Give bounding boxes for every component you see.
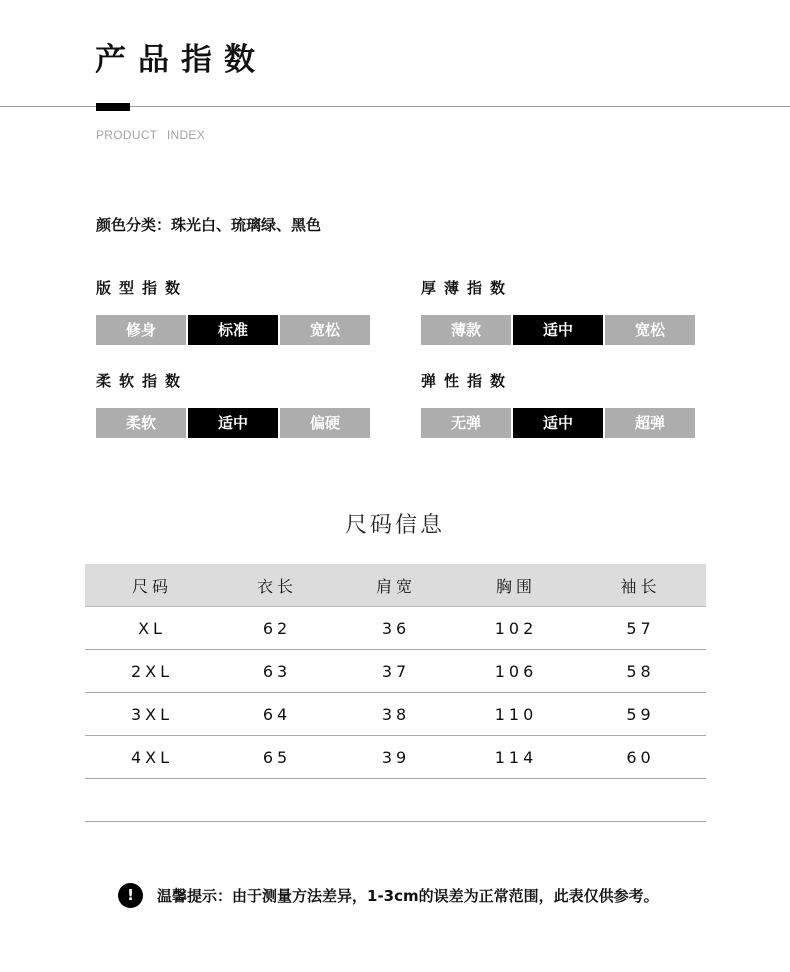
index-option: 偏硬 (280, 408, 370, 438)
table-cell: 39 (381, 747, 411, 767)
thickness-index (421, 277, 697, 345)
index-option: 修身 (96, 315, 186, 345)
softness-index (96, 370, 372, 438)
table-cell: 4XL (130, 747, 174, 767)
page-title: 产品指数 (95, 42, 267, 78)
index-scale (96, 408, 372, 438)
column-header: 肩宽 (375, 576, 416, 596)
notice-text: 温馨提示：由于测量方法差异，1-3cm的误差为正常范围，此表仅供参考。 (157, 887, 659, 905)
index-label: 厚薄指数 (421, 279, 514, 297)
table-cell: 58 (626, 661, 655, 681)
table-row (85, 607, 706, 650)
index-option: 超弹 (605, 408, 695, 438)
table-row-empty (85, 779, 706, 822)
size-table (85, 564, 706, 822)
column-header: 衣长 (256, 576, 297, 596)
table-row (85, 693, 706, 736)
index-label: 版型指数 (96, 279, 189, 297)
table-cell: 64 (262, 704, 292, 724)
column-header: 袖长 (620, 576, 661, 596)
table-cell: 114 (494, 747, 538, 767)
table-cell: 2XL (130, 661, 174, 681)
table-cell: 63 (262, 661, 292, 681)
table-cell: 106 (494, 661, 538, 681)
table-cell: 65 (262, 747, 292, 767)
table-cell: XL (138, 618, 166, 638)
fit-index (96, 277, 372, 345)
index-label: 弹性指数 (421, 372, 514, 390)
color-options: 颜色分类：珠光白、琉璃绿、黑色 (96, 216, 322, 234)
index-option: 宽松 (605, 315, 695, 345)
table-header-row (85, 564, 706, 607)
index-option: 宽松 (280, 315, 370, 345)
index-option: 薄款 (421, 315, 511, 345)
index-option-selected: 标准 (188, 315, 278, 345)
elasticity-index (421, 370, 697, 438)
table-cell: 3XL (130, 704, 174, 724)
column-header: 尺码 (131, 576, 172, 596)
index-scale (421, 408, 697, 438)
table-row (85, 736, 706, 779)
table-cell: 57 (626, 618, 655, 638)
index-scale (421, 315, 697, 345)
exclamation-icon: ! (118, 883, 143, 908)
table-cell: 36 (381, 618, 411, 638)
index-option-selected: 适中 (188, 408, 278, 438)
index-option: 无弹 (421, 408, 511, 438)
page-subtitle: PRODUCT INDEX (96, 128, 206, 142)
header-rule-accent (96, 103, 130, 111)
table-cell: 110 (494, 704, 538, 724)
index-scale (96, 315, 372, 345)
index-option-selected: 适中 (513, 408, 603, 438)
index-option-selected: 适中 (513, 315, 603, 345)
table-cell: 59 (626, 704, 655, 724)
table-cell: 62 (262, 618, 292, 638)
table-cell: 38 (381, 704, 411, 724)
notice-bar (118, 883, 659, 908)
size-section-title: 尺码信息 (344, 513, 445, 538)
index-label: 柔软指数 (96, 372, 189, 390)
table-cell: 60 (626, 747, 655, 767)
index-option: 柔软 (96, 408, 186, 438)
table-cell: 37 (381, 661, 411, 681)
column-header: 胸围 (495, 576, 536, 596)
table-row (85, 650, 706, 693)
table-cell: 102 (494, 618, 538, 638)
